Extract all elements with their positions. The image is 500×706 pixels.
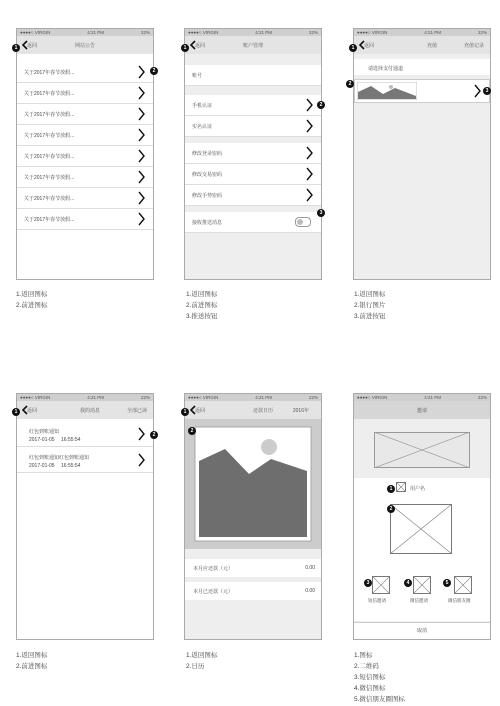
list-item[interactable]: 实名认证 (185, 116, 321, 137)
callout-5: 5 (443, 579, 451, 587)
status-bar: ●●●●○ VIRGIN 4:21 PM 22% (354, 394, 490, 401)
list-item[interactable]: 手机认证 (185, 95, 321, 116)
due-row: 本月应还款（元） 0.00 (185, 559, 321, 577)
callout-1: 1 (181, 44, 189, 52)
list-item[interactable]: 修改手势密码 (185, 185, 321, 206)
mark-all-read-button[interactable]: 全部已读 (126, 408, 147, 414)
chevron-right-icon[interactable] (138, 191, 145, 205)
callout-1: 1 (349, 44, 357, 52)
list-item[interactable]: 修改交易密码 (185, 164, 321, 185)
clock: 4:21 PM (87, 30, 105, 35)
callout-3: 3 (483, 87, 491, 95)
chevron-right-icon[interactable] (306, 167, 313, 181)
callout-2: 2 (346, 80, 354, 88)
page-title: 邀请 (416, 408, 427, 414)
chevron-right-icon[interactable] (138, 86, 145, 100)
chevron-right-icon[interactable] (138, 107, 145, 121)
chevron-right-icon[interactable] (138, 212, 145, 226)
chevron-right-icon[interactable] (138, 453, 145, 467)
screen-my-messages (16, 393, 154, 640)
calendar-placeholder[interactable] (185, 419, 321, 549)
callout-1: 1 (181, 408, 189, 416)
callout-2: 2 (188, 427, 196, 435)
page-title: 我的消息 (79, 408, 100, 414)
list-item[interactable]: 关于2017年春节放假... (17, 146, 153, 167)
screen-account-management (184, 28, 322, 280)
caption-list: 1.返回图标 2.前进图标 3.推送按钮 (186, 291, 218, 320)
list-item[interactable]: 关于2017年春节放假... (17, 62, 153, 83)
page-title: 账户管理 (242, 43, 263, 49)
bank-row[interactable] (354, 79, 490, 103)
carrier: ●●●●○ VIRGIN (20, 30, 51, 35)
sms-label: 短信邀请 (368, 598, 386, 603)
callout-1: 1 (387, 485, 395, 493)
screen-announcements (16, 28, 154, 280)
list-item[interactable]: 关于2017年春节放假... (17, 83, 153, 104)
share-sheet (354, 478, 490, 621)
callout-3: 3 (317, 209, 325, 217)
wechat-moments-label: 微信朋友圈 (448, 598, 471, 603)
back-label[interactable]: 返回 (195, 408, 206, 414)
chevron-right-icon[interactable] (138, 65, 145, 79)
chevron-right-icon[interactable] (306, 98, 313, 112)
nav-bar (17, 36, 153, 54)
recharge-records-link[interactable]: 充值记录 (463, 43, 484, 49)
caption-list: 1.图标 2.二维码 3.短信图标 4.微信图标 5.微信朋友圈图标 (354, 652, 405, 703)
message-item[interactable]: 红包到账通知红包到账通知 2017-01-05 16:55:54 (17, 448, 153, 473)
bank-image (357, 82, 417, 100)
list-item[interactable]: 关于2017年春节放假... (17, 125, 153, 146)
back-label[interactable]: 返回 (364, 43, 375, 49)
nav-bar (354, 36, 490, 54)
status-bar: ●●●●○ VIRGIN 4:21 PM 22% (354, 29, 490, 36)
status-bar (17, 29, 153, 36)
user-avatar-icon (396, 482, 406, 492)
push-row: 接收推送消息 (185, 212, 321, 233)
page-title: 充值 (426, 43, 437, 49)
list-item[interactable]: 关于2017年春节放假... (17, 209, 153, 230)
callout-2: 2 (150, 431, 158, 439)
callout-4: 4 (404, 579, 412, 587)
status-bar: ●●●●○ VIRGIN 4:21 PM 22% (185, 394, 321, 401)
chevron-right-icon[interactable] (138, 128, 145, 142)
back-label[interactable]: 返回 (27, 408, 38, 414)
screen-repayment-calendar (184, 393, 322, 640)
chevron-right-icon[interactable] (138, 427, 145, 441)
message-item[interactable]: 红包到账通知 2017-01-05 16:55:54 (17, 422, 153, 447)
caption-list: 1.返回图标 2.前进图标 (16, 291, 48, 309)
account-row: 账号 (185, 65, 321, 86)
list-item[interactable]: 修改登录密码 (185, 143, 321, 164)
wechat-moments-icon[interactable] (454, 576, 472, 594)
qr-code-icon (390, 504, 452, 554)
callout-1: 1 (12, 408, 20, 416)
banner-placeholder (374, 432, 470, 468)
cancel-button[interactable]: 取消 (354, 622, 490, 640)
back-label[interactable]: 返回 (27, 43, 38, 49)
callout-3: 3 (364, 579, 372, 587)
prompt-row: 请选择支付通道 (354, 59, 490, 75)
list-item[interactable]: 关于2017年春节放假... (17, 104, 153, 125)
list-item[interactable]: 关于2017年春节放假... (17, 188, 153, 209)
callout-2: 2 (317, 101, 325, 109)
caption-list: 1.返回图标 2.银行图片 3.前进按钮 (354, 291, 386, 320)
caption-list: 1.返回图标 2.前进图标 (16, 652, 48, 670)
page-title: 网站公告 (74, 43, 95, 49)
chevron-right-icon[interactable] (474, 84, 481, 98)
chevron-right-icon[interactable] (138, 170, 145, 184)
wechat-label: 微信邀请 (410, 598, 428, 603)
back-label[interactable]: 返回 (195, 43, 206, 49)
push-toggle[interactable] (295, 217, 311, 227)
nav-bar (185, 401, 321, 419)
callout-2: 2 (150, 67, 158, 75)
status-bar: ●●●●○ VIRGIN 4:21 PM 22% (185, 29, 321, 36)
nav-bar (17, 401, 153, 419)
status-bar: ●●●●○ VIRGIN 4:21 PM 22% (17, 394, 153, 401)
page-title: 还款日历 (252, 408, 273, 414)
list-item[interactable]: 关于2017年春节放假... (17, 167, 153, 188)
callout-2: 2 (387, 505, 395, 513)
year-selector[interactable]: 2016年 (292, 408, 309, 414)
chevron-right-icon[interactable] (306, 146, 313, 160)
sms-icon[interactable] (372, 576, 390, 594)
wechat-icon[interactable] (413, 576, 431, 594)
chevron-right-icon[interactable] (138, 149, 145, 163)
chevron-right-icon[interactable] (306, 188, 313, 202)
user-name: 用户名 (410, 486, 426, 492)
caption-list: 1.返回图标 2.日历 (186, 652, 218, 670)
paid-row: 本月已还款（元） 0.00 (185, 582, 321, 600)
nav-bar (185, 36, 321, 54)
chevron-right-icon[interactable] (306, 119, 313, 133)
screen-recharge (353, 28, 491, 280)
nav-bar (354, 401, 490, 419)
battery: 22% (140, 30, 150, 35)
callout-1: 1 (12, 44, 20, 52)
screen-invite (353, 393, 491, 640)
